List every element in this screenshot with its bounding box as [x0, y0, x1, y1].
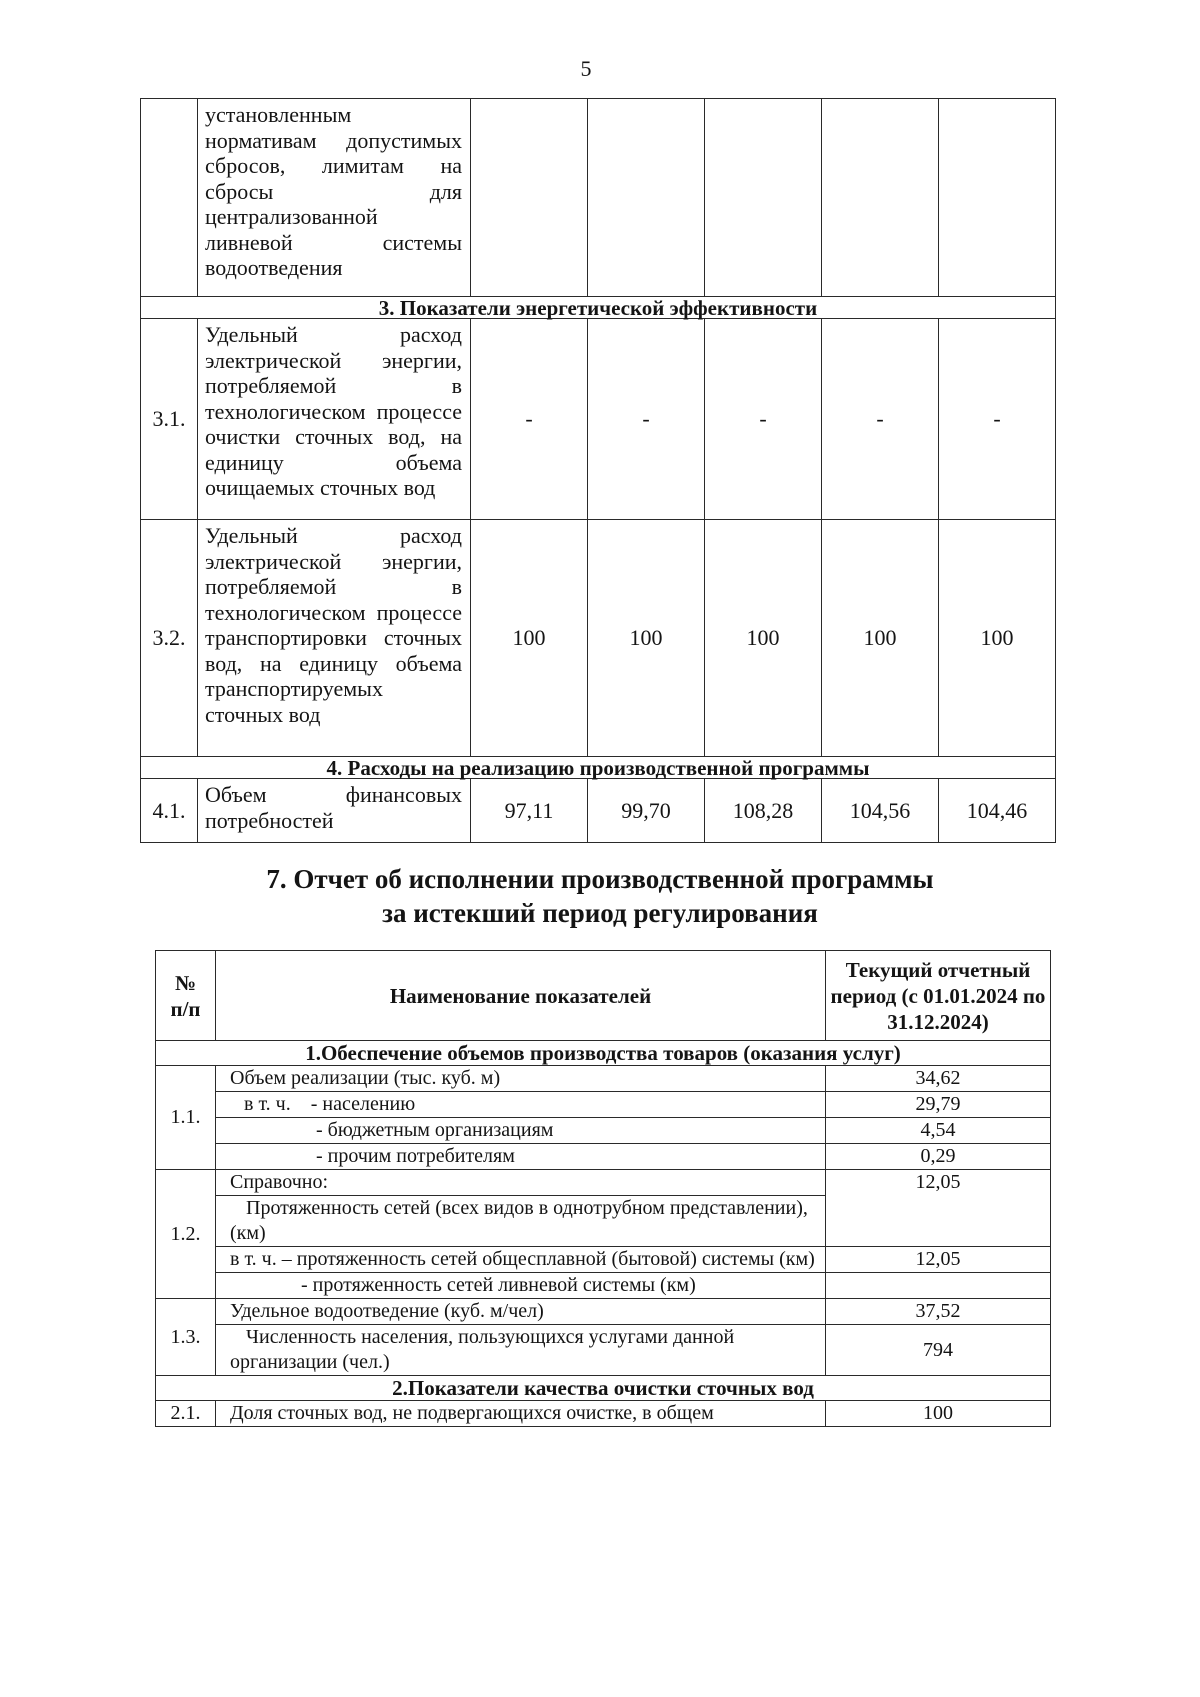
table-row — [156, 1273, 1051, 1299]
table-row — [156, 1118, 1051, 1144]
indicator-name-cell: в т. ч. – протяженность сетей общесплавной (бытовой) системы (км) — [216, 1247, 826, 1273]
report-table — [155, 950, 1051, 1427]
value-cell — [705, 99, 822, 297]
row-number-cell: 4.1. — [141, 779, 198, 843]
value-cell: - — [471, 319, 588, 520]
row-number-cell: 2.1. — [156, 1401, 216, 1427]
header-period-cell: Текущий отчетный период (с 01.01.2024 по 31.12.2024) — [826, 951, 1051, 1041]
header-num-cell — [156, 951, 216, 1041]
table-row — [156, 1144, 1051, 1170]
value-cell — [826, 1273, 1051, 1299]
table-row — [156, 1066, 1051, 1092]
indicator-name-cell: Удельный расход электрической энергии, потребляемой в технологическом процессе очистки сточных вод, на единицу объема очищаемых сточных вод — [198, 319, 471, 520]
table-row — [156, 1247, 1051, 1273]
indicator-name-cell: Объем финансовых потребностей — [198, 779, 471, 843]
table-row — [141, 779, 1056, 843]
indicator-name-text: Численность населения, пользующихся услугами данной организации (чел.) — [230, 1326, 735, 1373]
indicators-table — [140, 98, 1056, 843]
value-cell: 104,46 — [939, 779, 1056, 843]
value-cell: - — [939, 319, 1056, 520]
value-cell: 100 — [705, 520, 822, 757]
section-title: 1.Обеспечение объемов производства товаров (оказания услуг) — [156, 1041, 1051, 1066]
table-row — [141, 520, 1056, 757]
header-num-sign: № — [174, 970, 197, 995]
row-number-cell: 1.3. — [156, 1299, 216, 1376]
page-number: 5 — [580, 56, 592, 81]
row-number-cell: 1.1. — [156, 1066, 216, 1170]
header-num-pp: п/п — [170, 996, 201, 1021]
indicator-name-text: Протяженность сетей (всех видов в однотрубном представлении), (км) — [230, 1197, 808, 1244]
value-cell: 100 — [939, 520, 1056, 757]
value-cell: 100 — [588, 520, 705, 757]
table-row — [141, 99, 1056, 297]
row-number-cell: 1.2. — [156, 1170, 216, 1299]
section-header-row — [156, 1376, 1051, 1401]
indicator-name-cell: в т. ч. - населению — [216, 1092, 826, 1118]
indicator-name-cell: - протяженность сетей ливневой системы (км) — [216, 1273, 826, 1299]
indicator-name-cell: - прочим потребителям — [216, 1144, 826, 1170]
row-number-cell: 3.2. — [141, 520, 198, 757]
reference-label-cell: Справочно: — [216, 1170, 826, 1196]
indicator-name-cell: Доля сточных вод, не подвергающихся очистке, в общем — [216, 1401, 826, 1427]
value-cell: 104,56 — [822, 779, 939, 843]
section-header-row — [141, 297, 1056, 319]
row-number-cell — [141, 99, 198, 297]
section-title: 3. Показатели энергетической эффективности — [141, 297, 1056, 319]
table-row — [156, 1325, 1051, 1376]
value-cell — [939, 99, 1056, 297]
value-cell — [588, 99, 705, 297]
value-cell: 108,28 — [705, 779, 822, 843]
section-header-row — [141, 757, 1056, 779]
value-cell: 4,54 — [826, 1118, 1051, 1144]
value-cell: - — [822, 319, 939, 520]
report-title-line1: 7. Отчет об исполнении производственной программы — [266, 864, 934, 894]
report-title-line2: за истекший период регулирования — [382, 898, 818, 928]
header-name-cell: Наименование показателей — [216, 951, 826, 1041]
value-cell: 97,11 — [471, 779, 588, 843]
indicator-name-cell: Удельный расход электрической энергии, потребляемой в технологическом процессе транспортировки сточных вод, на единицу объема транспортируемых сточных вод — [198, 520, 471, 757]
value-cell: 0,29 — [826, 1144, 1051, 1170]
indicator-name-cell: - бюджетным организациям — [216, 1118, 826, 1144]
value-cell: 794 — [826, 1325, 1051, 1376]
table-row — [141, 319, 1056, 520]
table-header-row — [156, 951, 1051, 1041]
table-row — [156, 1401, 1051, 1427]
value-cell: 34,62 — [826, 1066, 1051, 1092]
value-cell: 100 — [822, 520, 939, 757]
section-header-row — [156, 1041, 1051, 1066]
value-cell: 29,79 — [826, 1092, 1051, 1118]
section-title: 2.Показатели качества очистки сточных вод — [156, 1376, 1051, 1401]
report-title — [0, 862, 1200, 930]
row-number-cell: 3.1. — [141, 319, 198, 520]
value-cell: 12,05 — [826, 1170, 1051, 1247]
table-row — [156, 1170, 1051, 1196]
indicator-name-cell: Объем реализации (тыс. куб. м) — [216, 1066, 826, 1092]
section-title: 4. Расходы на реализацию производственной программы — [141, 757, 1056, 779]
value-cell: 100 — [826, 1401, 1051, 1427]
table-row — [156, 1092, 1051, 1118]
value-cell — [471, 99, 588, 297]
value-cell: - — [588, 319, 705, 520]
indicator-name-cell — [216, 1325, 826, 1376]
value-cell: 99,70 — [588, 779, 705, 843]
value-cell: - — [705, 319, 822, 520]
value-cell: 100 — [471, 520, 588, 757]
indicator-name-cell: Удельное водоотведение (куб. м/чел) — [216, 1299, 826, 1325]
value-cell: 37,52 — [826, 1299, 1051, 1325]
value-cell: 12,05 — [826, 1247, 1051, 1273]
value-cell — [822, 99, 939, 297]
table-row — [156, 1299, 1051, 1325]
indicator-name-cell — [216, 1196, 826, 1247]
indicator-name-cell: установленным нормативам допустимых сбросов, лимитам на сбросы для централизованной ливневой системы водоотведения — [198, 99, 471, 297]
